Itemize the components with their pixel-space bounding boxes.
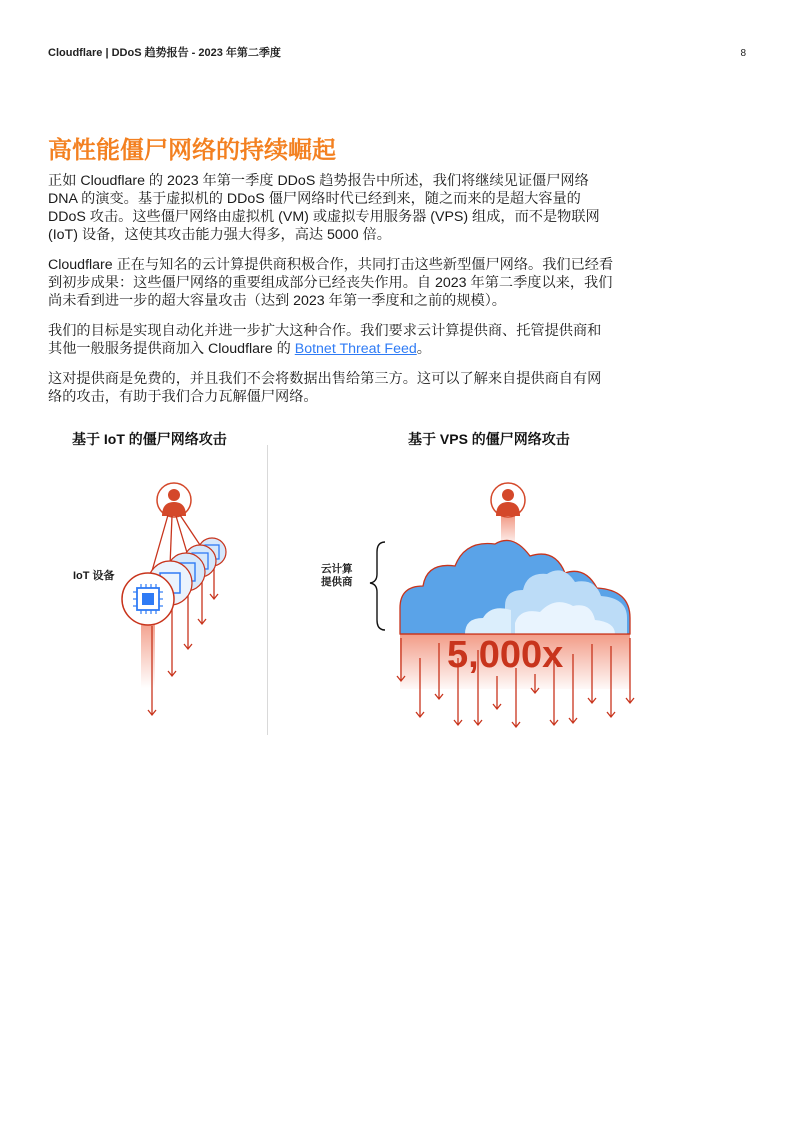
iot-botnet-illustration [110,478,250,723]
attacker-icon [157,483,191,517]
iot-device-main-icon [122,573,174,715]
multiplier-label: 5,000x [447,634,564,676]
paragraph-3 [48,322,614,358]
paragraph-3-text: 我们的目标是实现自动化并进一步扩大这种合作。我们要求云计算提供商、托管提供商和其他一般服务提供商加入 Cloudflare 的 [48,323,602,357]
botnet-threat-feed-link[interactable]: Botnet Threat Feed [294,341,417,357]
paragraph-1: 正如 Cloudflare 的 2023 年第一季度 DDoS 趋势报告中所述，我们将继续见证僵尸网络 DNA 的演变。基于虚拟机的 DDoS 僵尸网络时代已经到来，随之而来的是超大容量的 DDoS 攻击。这些僵尸网络由虚拟机 (VM) 或虚拟专用服务器 (VPS) 组成，而不是物联网 (IoT) 设备，这使其攻击能力强大得多，高达 5000 倍。 [48,173,600,243]
cloud-provider-label [321,563,353,589]
vps-figure-title: 基于 VPS 的僵尸网络攻击 [408,431,570,447]
iot-device-label: IoT 设备 [73,570,115,582]
paragraph-4: 这对提供商是免费的，并且我们不会将数据出售给第三方。这可以了解来自提供商自有网络的攻击，有助于我们合力瓦解僵尸网络。 [48,371,602,405]
iot-figure-title: 基于 IoT 的僵尸网络攻击 [72,431,227,447]
report-header: Cloudflare | DDoS 趋势报告 - 2023 年第二季度 [48,47,281,59]
page-number: 8 [740,48,746,59]
figure-divider [267,445,268,735]
body-text [48,172,614,418]
paragraph-2: Cloudflare 正在与知名的云计算提供商积极合作，共同打击这些新型僵尸网络。我们已经看到初步成果：这些僵尸网络的重要组成部分已经丧失作用。自 2023 年第二季度以来，我们尚未看到进一步的超大容量攻击（达到 2023 年第一季度和之前的规模）。 [48,257,614,309]
vps-botnet-illustration [365,478,645,728]
brace-icon [370,542,385,630]
cloud-provider-label-line-2: 提供商 [321,576,353,588]
section-title: 高性能僵尸网络的持续崛起 [48,137,336,164]
paragraph-3-end: 。 [416,341,431,357]
cloud-provider-label-line-1: 云计算 [321,563,353,575]
cloud-icon [400,540,630,634]
attacker-icon [491,483,525,546]
